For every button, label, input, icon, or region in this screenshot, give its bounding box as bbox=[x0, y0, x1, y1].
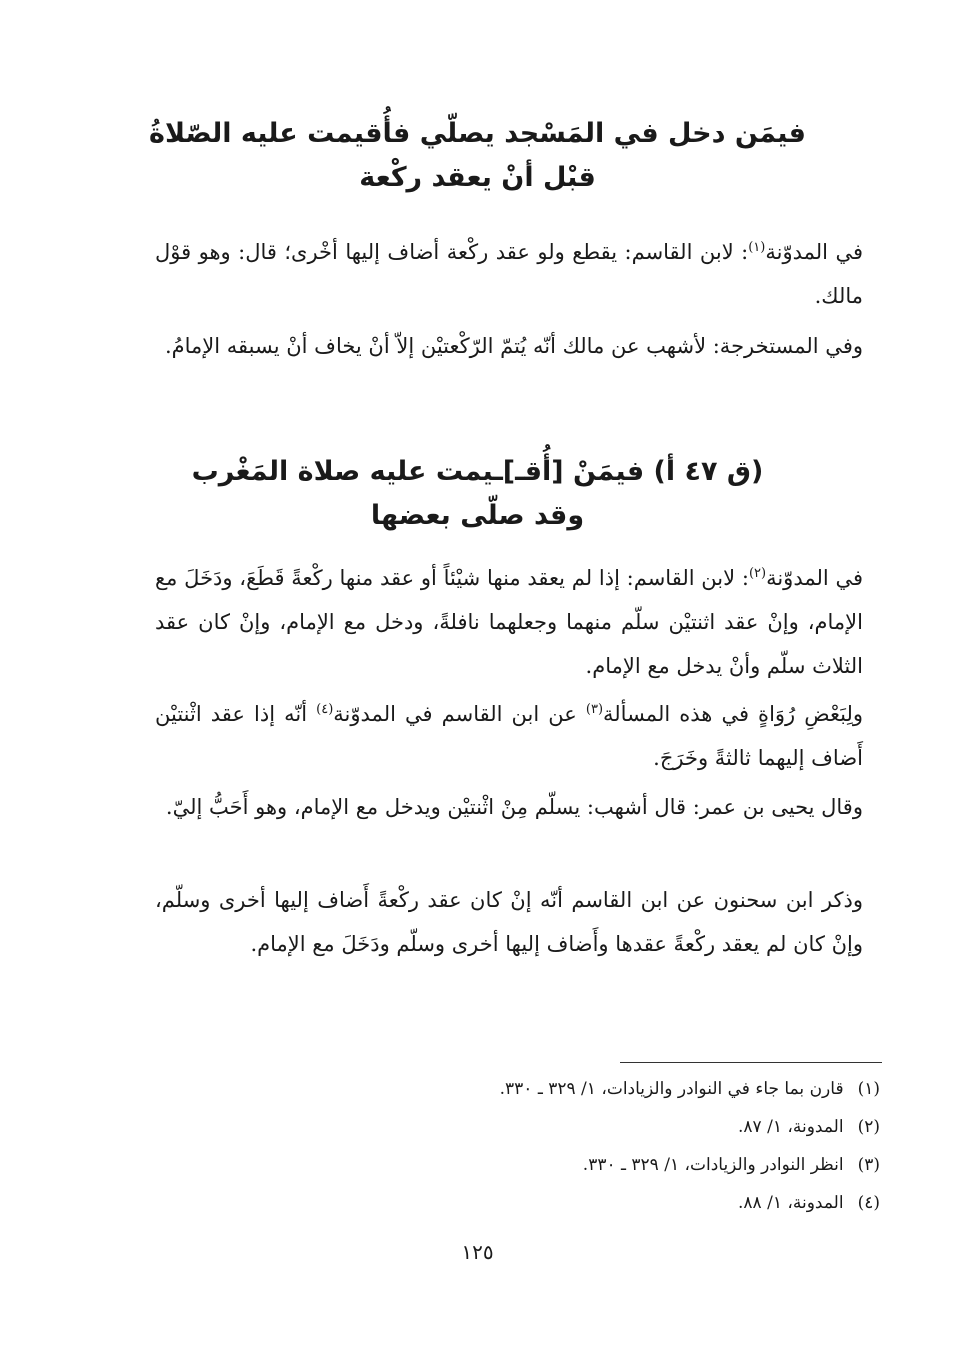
footnote-number: (١) bbox=[857, 1079, 880, 1099]
footnote-item bbox=[300, 1108, 880, 1146]
paragraph-text: أنّه إذا عقد اثْنتيْن أَضاف إليهما ثالثةً وخَرَجَ. bbox=[155, 702, 863, 770]
paragraph-text: وفي المستخرجة: لأشهب عن مالك أنّه يُتمّ الرّكْعتيْن إلاّ أنْ يخاف أنْ يسبقه الإمامُ. bbox=[164, 334, 863, 358]
footnote-ref: (٤) bbox=[316, 702, 334, 717]
paragraph bbox=[155, 878, 863, 966]
paragraph-text: وذكر ابن سحنون عن ابن القاسم أنّه إنْ كان عقد ركْعةً أَضاف إليها أخرى وسلّم، وإنْ كان لم يعقد ركْعةً عقدها وأَضاف إليها أخرى وسلّم ودَخَلَ مع الإمام. bbox=[155, 888, 863, 956]
footnote-ref: (٣) bbox=[585, 702, 604, 717]
footnote-item bbox=[300, 1184, 880, 1222]
paragraph bbox=[155, 324, 863, 368]
section-heading bbox=[140, 112, 815, 200]
paragraph bbox=[155, 785, 863, 829]
page-number: ١٢٥ bbox=[461, 1240, 494, 1264]
footnote-number: (٣) bbox=[857, 1155, 880, 1175]
footnote-number: (٤) bbox=[857, 1193, 880, 1213]
paragraph-text: في المدوّنة bbox=[766, 566, 864, 590]
heading-line: قبْل أنْ يعقد ركْعة bbox=[359, 162, 596, 193]
footnote-number: (٢) bbox=[857, 1117, 880, 1137]
footnote-item bbox=[300, 1070, 880, 1108]
footnote-text: المدونة، ١/ ٨٧. bbox=[738, 1117, 844, 1137]
paragraph-text: : لابن القاسم: يقطع ولو عقد ركْعة أضاف إليها أخْرى؛ قال: وهو قوْل مالك. bbox=[155, 240, 863, 308]
paragraph bbox=[155, 556, 863, 688]
footnote-text: المدونة، ١/ ٨٨. bbox=[738, 1193, 844, 1213]
footnote-item bbox=[300, 1146, 880, 1184]
footnote-ref: (١) bbox=[748, 240, 766, 255]
paragraph-text: وقال يحيى بن عمر: قال أشهب: يسلّم مِنْ اثْنتيْن ويدخل مع الإمام، وهو أَحَبُّ إليّ. bbox=[165, 795, 863, 819]
footnotes-list bbox=[300, 1070, 880, 1222]
section-heading bbox=[140, 450, 815, 538]
paragraph bbox=[155, 230, 863, 318]
heading-line: وقد صلّى بعضها bbox=[370, 500, 585, 531]
paragraph-text: عن ابن القاسم في المدوّنة bbox=[333, 702, 586, 726]
footnote-text: انظر النوادر والزيادات، ١/ ٣٢٩ ـ ٣٣٠. bbox=[582, 1155, 844, 1175]
footnote-separator bbox=[620, 1062, 882, 1063]
paragraph bbox=[155, 692, 863, 780]
paragraph-text: في المدوّنة bbox=[765, 240, 864, 264]
paragraph-text: ولِبَعْضِ رُوَاةٍ في هذه المسألة bbox=[603, 702, 863, 726]
heading-line: (ق ٤٧ أ) فيمَنْ [أُقـ]ـيمت عليه صلاة المَغْرب bbox=[191, 456, 764, 487]
heading-line: فيمَن دخل في المَسْجد يصلّي فأُقيمت عليه الصّلاةُ bbox=[149, 118, 806, 149]
footnote-text: قارن بما جاء في النوادر والزيادات، ١/ ٣٢٩ ـ ٣٣٠. bbox=[499, 1079, 844, 1099]
footnote-ref: (٢) bbox=[748, 566, 767, 581]
paragraph-text: : لابن القاسم: إذا لم يعقد منها شيْئاً أو عقد منها ركْعةً قَطَعَ، ودَخَلَ مع الإمام، وإنْ عقد اثنتيْن سلّم منهما وجعلهما نافلةً، ودخل مع الإمام، وإنْ كان عقد الثلاث سلّم وأنْ يدخل مع الإمام. bbox=[155, 566, 863, 678]
